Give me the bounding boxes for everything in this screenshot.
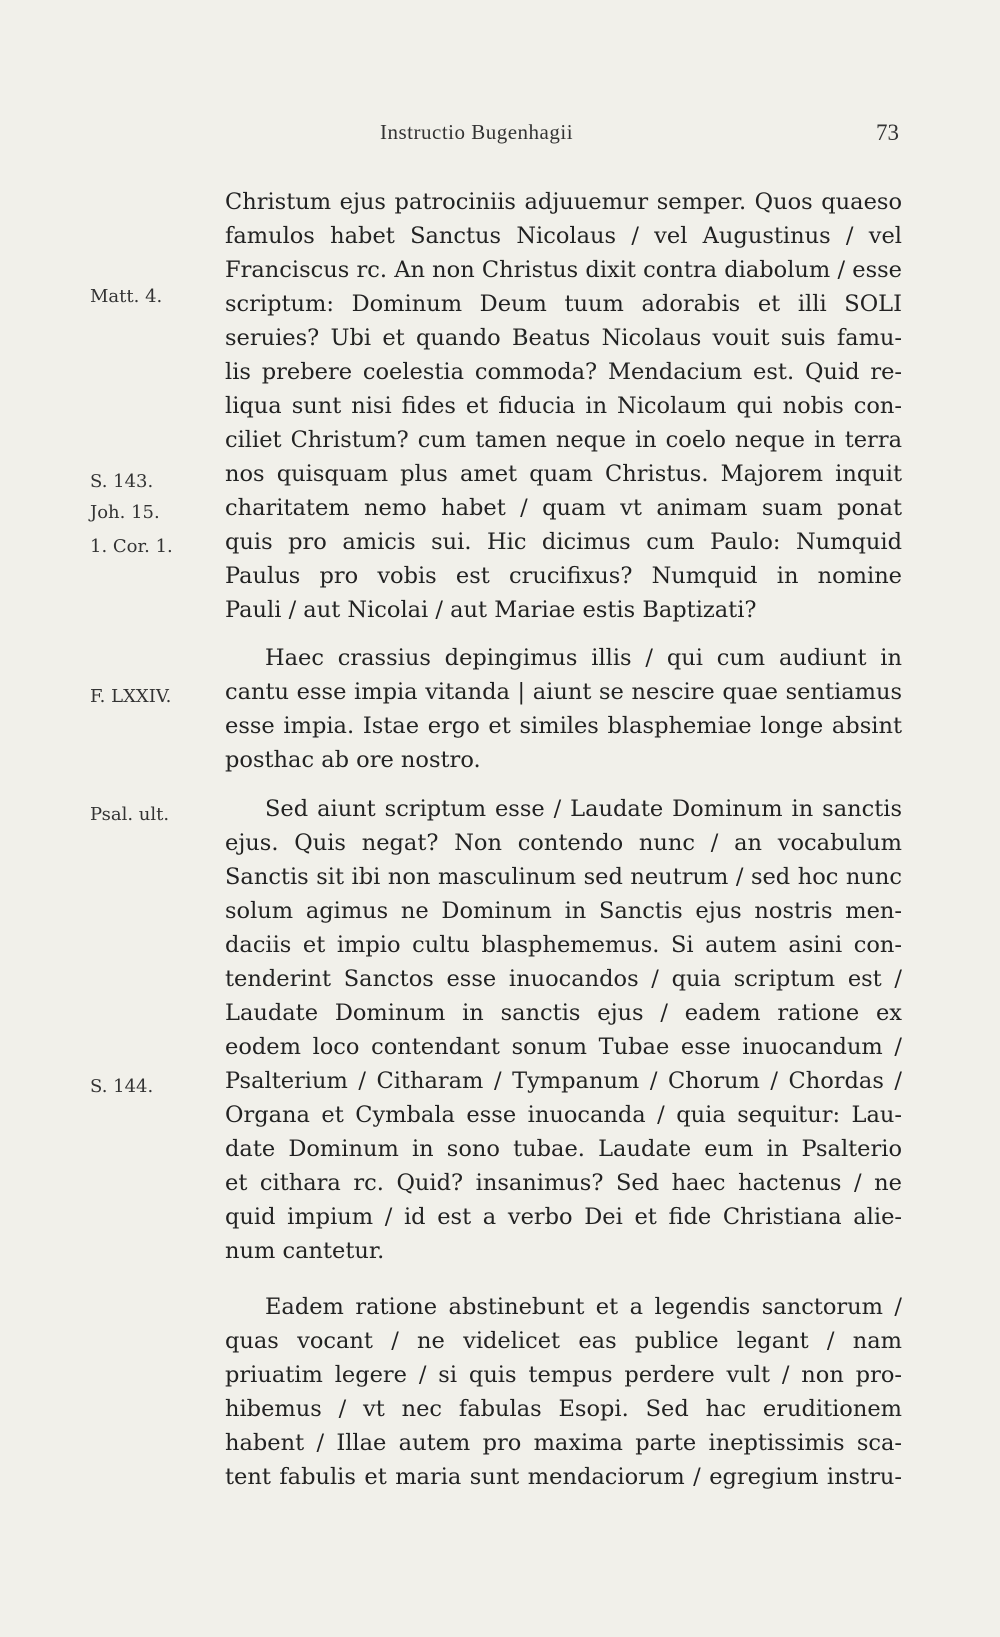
text-line: num cantetur. bbox=[225, 1238, 385, 1264]
text-line: Psalterium / Citharam / Tympanum / Chorum / Chordas / bbox=[225, 1068, 902, 1094]
text-line: charitatem nemo habet / quam vt animam suam ponat bbox=[225, 495, 902, 521]
text-line: date Dominum in sono tubae. Laudate eum in Psalterio bbox=[225, 1136, 902, 1162]
margin-note: F. LXXIV. bbox=[90, 686, 172, 707]
text-line: liqua sunt nisi fides et fiducia in Nicolaum qui nobis con- bbox=[225, 393, 902, 419]
text-line: nos quisquam plus amet quam Christus. Majorem inquit bbox=[225, 461, 902, 487]
text-line: Sed aiunt scriptum esse / Laudate Dominum in sanctis bbox=[265, 796, 902, 822]
margin-note: 1. Cor. 1. bbox=[90, 536, 173, 557]
running-head: Instructio Bugenhagii bbox=[380, 120, 574, 144]
margin-note: S. 144. bbox=[90, 1076, 154, 1097]
margin-note: Matt. 4. bbox=[90, 286, 163, 307]
text-line: scriptum: Dominum Deum tuum adorabis et illi SOLI bbox=[225, 291, 902, 317]
text-line: quid impium / id est a verbo Dei et fide Christiana alie- bbox=[225, 1204, 902, 1230]
text-line: esse impia. Istae ergo et similes blasphemiae longe absint bbox=[225, 713, 902, 739]
text-line: Franciscus rc. An non Christus dixit contra diabolum / esse bbox=[225, 257, 902, 283]
text-line: Sanctis sit ibi non masculinum sed neutrum / sed hoc nunc bbox=[225, 864, 902, 890]
text-line: lis prebere coelestia commoda? Mendacium est. Quid re- bbox=[225, 359, 902, 385]
text-line: Eadem ratione abstinebunt et a legendis sanctorum / bbox=[265, 1294, 902, 1320]
text-line: tenderint Sanctos esse inuocandos / quia scriptum est / bbox=[225, 966, 902, 992]
text-line: cantu esse impia vitanda | aiunt se nescire quae sentiamus bbox=[225, 679, 902, 705]
text-line: solum agimus ne Dominum in Sanctis ejus nostris men- bbox=[225, 898, 902, 924]
text-line: famulos habet Sanctus Nicolaus / vel Augustinus / vel bbox=[225, 223, 902, 249]
text-line: Pauli / aut Nicolai / aut Mariae estis Baptizati? bbox=[225, 597, 757, 623]
text-line: seruies? Ubi et quando Beatus Nicolaus vouit suis famu- bbox=[225, 325, 902, 351]
page-number: 73 bbox=[876, 120, 899, 145]
margin-note: Joh. 15. bbox=[90, 502, 160, 523]
text-line: posthac ab ore nostro. bbox=[225, 747, 481, 773]
text-line: quas vocant / ne videlicet eas publice legant / nam bbox=[225, 1328, 902, 1354]
text-line: quis pro amicis sui. Hic dicimus cum Paulo: Numquid bbox=[225, 529, 902, 555]
text-line: ejus. Quis negat? Non contendo nunc / an vocabulum bbox=[225, 830, 902, 856]
text-line: tent fabulis et maria sunt mendaciorum / egregium instru- bbox=[225, 1464, 902, 1490]
margin-note: S. 143. bbox=[90, 471, 154, 492]
margin-note: Psal. ult. bbox=[90, 804, 170, 825]
text-line: eodem loco contendant sonum Tubae esse inuocandum / bbox=[225, 1034, 902, 1060]
text-line: habent / Illae autem pro maxima parte ineptissimis sca- bbox=[225, 1430, 902, 1456]
text-line: ciliet Christum? cum tamen neque in coelo neque in terra bbox=[225, 427, 902, 453]
text-line: Christum ejus patrociniis adjuuemur semper. Quos quaeso bbox=[225, 189, 902, 215]
text-line: daciis et impio cultu blasphememus. Si autem asini con- bbox=[225, 932, 902, 958]
text-line: Organa et Cymbala esse inuocanda / quia sequitur: Lau- bbox=[225, 1102, 902, 1128]
text-line: et cithara rc. Quid? insanimus? Sed haec hactenus / ne bbox=[225, 1170, 902, 1196]
text-line: Haec crassius depingimus illis / qui cum audiunt in bbox=[265, 645, 902, 671]
text-line: Paulus pro vobis est crucifixus? Numquid in nomine bbox=[225, 563, 902, 589]
text-line: priuatim legere / si quis tempus perdere vult / non pro- bbox=[225, 1362, 902, 1388]
text-line: Laudate Dominum in sanctis ejus / eadem ratione ex bbox=[225, 1000, 902, 1026]
text-line: hibemus / vt nec fabulas Esopi. Sed hac eruditionem bbox=[225, 1396, 902, 1422]
